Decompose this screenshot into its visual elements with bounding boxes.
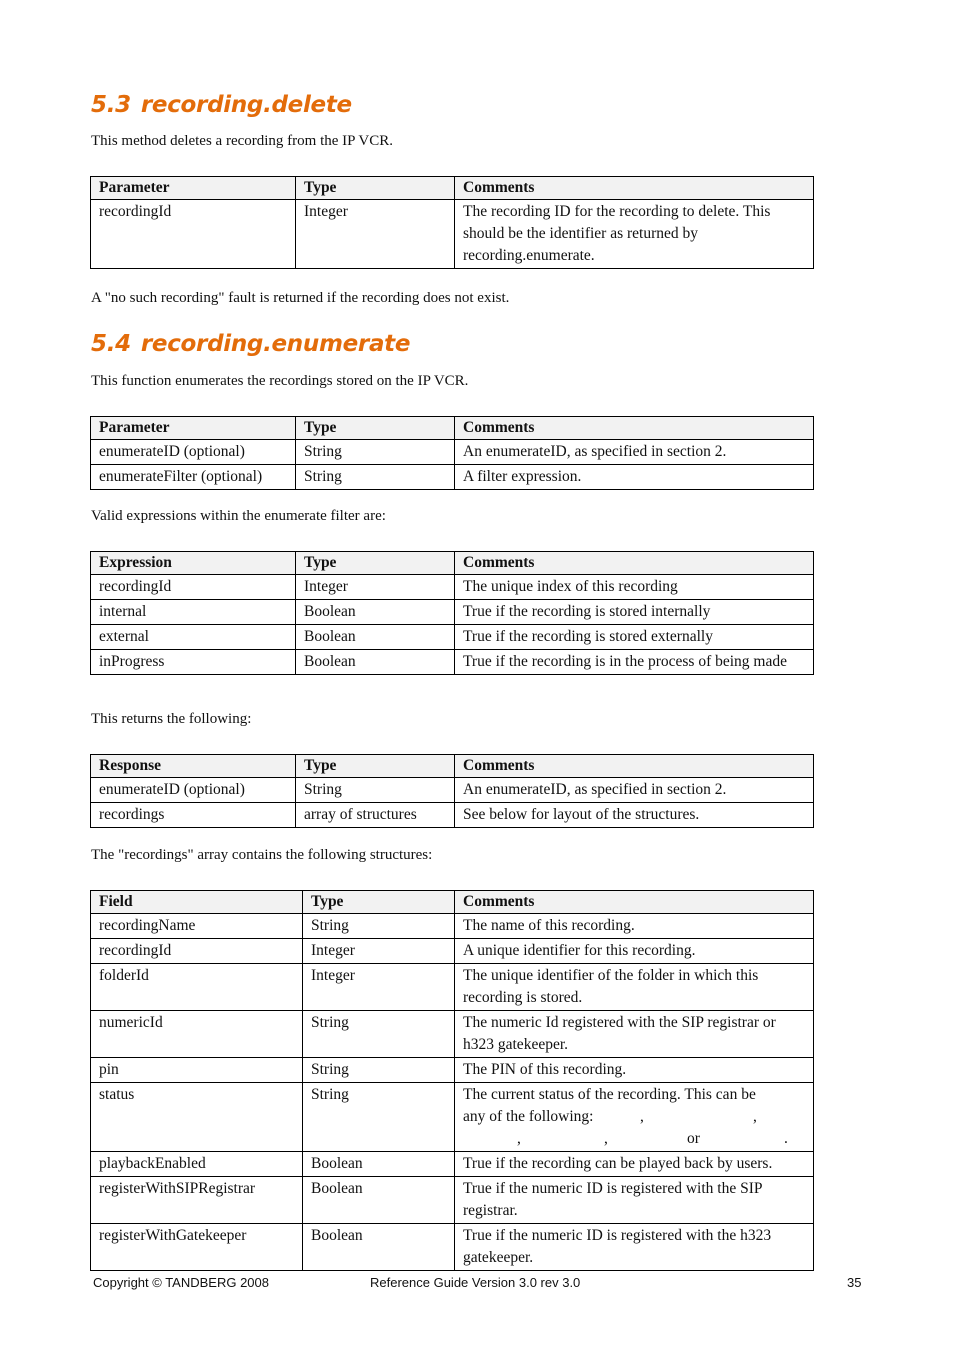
cell-type: Boolean — [303, 1177, 455, 1224]
table-row — [91, 625, 814, 650]
cell-comment-status — [455, 1083, 814, 1152]
section-number: 5.4 — [91, 331, 131, 357]
status-or: or — [687, 1130, 700, 1147]
cell-name: pin — [91, 1058, 303, 1083]
returns-intro: This returns the following: — [91, 711, 252, 727]
cell-type: array of structures — [296, 803, 455, 828]
cell-type: Boolean — [296, 625, 455, 650]
cell-type: Boolean — [303, 1152, 455, 1177]
cell-comment: True if the recording is stored externally — [455, 625, 814, 650]
cell-name: recordingName — [91, 914, 303, 939]
cell-comment: True if the numeric ID is registered with the SIP registrar. — [455, 1177, 814, 1224]
table-row — [91, 1177, 814, 1224]
table-header-row — [91, 177, 814, 200]
table-header-row — [91, 417, 814, 440]
status-separator: , — [640, 1108, 644, 1125]
cell-name: recordings — [91, 803, 296, 828]
cell-type: Boolean — [296, 600, 455, 625]
cell-comment: True if the numeric ID is registered with the h323 gatekeeper. — [455, 1224, 814, 1271]
table-header-row — [91, 891, 814, 914]
header-cell: Response — [91, 755, 296, 778]
table-row — [91, 440, 814, 465]
cell-comment: An enumerateID, as specified in section 2. — [455, 778, 814, 803]
header-cell: Parameter — [91, 417, 296, 440]
cell-comment: True if the recording is in the process of being made — [455, 650, 814, 675]
header-cell: Field — [91, 891, 303, 914]
cell-name: registerWithGatekeeper — [91, 1224, 303, 1271]
enumerate-intro: This function enumerates the recordings stored on the IP VCR. — [91, 373, 469, 389]
header-cell: Type — [296, 417, 455, 440]
section-title: recording.enumerate — [140, 331, 411, 357]
status-comment-lead: any of the following: — [463, 1108, 594, 1125]
cell-comment: The unique identifier of the folder in which this recording is stored. — [455, 964, 814, 1011]
header-cell: Comments — [455, 177, 814, 200]
table-row — [91, 1011, 814, 1058]
header-cell: Type — [296, 755, 455, 778]
status-comment-line2 — [463, 1106, 805, 1128]
header-cell: Type — [296, 177, 455, 200]
table-row — [91, 575, 814, 600]
table-row — [91, 778, 814, 803]
table-row — [91, 964, 814, 1011]
cell-comment: A unique identifier for this recording. — [455, 939, 814, 964]
structures-intro: The "recordings" array contains the following structures: — [91, 847, 433, 863]
cell-type: String — [296, 440, 455, 465]
response-table — [90, 754, 814, 828]
section-heading-5-4 — [91, 331, 410, 357]
cell-name: recordingId — [91, 939, 303, 964]
filter-intro: Valid expressions within the enumerate filter are: — [91, 508, 386, 524]
footer-page-number: 35 — [847, 1275, 862, 1290]
status-period: . — [784, 1130, 788, 1147]
cell-comment: See below for layout of the structures. — [455, 803, 814, 828]
cell-type: Boolean — [303, 1224, 455, 1271]
table-row — [91, 465, 814, 490]
cell-name: recordingId — [91, 575, 296, 600]
header-cell: Type — [303, 891, 455, 914]
delete-fault-note: A "no such recording" fault is returned if the recording does not exist. — [91, 290, 510, 306]
header-cell: Comments — [455, 552, 814, 575]
table-header-row — [91, 552, 814, 575]
status-separator: , — [517, 1130, 521, 1147]
table-row — [91, 650, 814, 675]
cell-comment: True if the recording is stored internally — [455, 600, 814, 625]
header-cell: Comments — [455, 755, 814, 778]
cell-name: status — [91, 1083, 303, 1152]
delete-params-table — [90, 176, 814, 269]
cell-type: Integer — [296, 575, 455, 600]
cell-type: Integer — [303, 939, 455, 964]
cell-comment: The name of this recording. — [455, 914, 814, 939]
section-number: 5.3 — [91, 92, 131, 118]
header-cell: Comments — [455, 417, 814, 440]
cell-name: inProgress — [91, 650, 296, 675]
cell-comment: True if the recording can be played back by users. — [455, 1152, 814, 1177]
table-row — [91, 1152, 814, 1177]
table-row — [91, 1083, 814, 1152]
cell-type: Boolean — [296, 650, 455, 675]
filter-expressions-table — [90, 551, 814, 675]
enumerate-params-table — [90, 416, 814, 490]
header-cell: Expression — [91, 552, 296, 575]
table-row — [91, 200, 814, 269]
table-row — [91, 914, 814, 939]
table-row — [91, 1058, 814, 1083]
cell-name: folderId — [91, 964, 303, 1011]
recording-structure-table — [90, 890, 814, 1271]
cell-comment: The recording ID for the recording to delete. This should be the identifier as returned by recording.enumerate. — [455, 200, 814, 269]
status-comment-line1: The current status of the recording. This can be — [463, 1086, 756, 1103]
header-cell: Type — [296, 552, 455, 575]
cell-name: enumerateFilter (optional) — [91, 465, 296, 490]
cell-type: String — [303, 1058, 455, 1083]
cell-comment: The numeric Id registered with the SIP registrar or h323 gatekeeper. — [455, 1011, 814, 1058]
cell-type: String — [303, 914, 455, 939]
table-row — [91, 600, 814, 625]
cell-name: internal — [91, 600, 296, 625]
cell-name: recordingId — [91, 200, 296, 269]
table-row — [91, 1224, 814, 1271]
cell-comment: A filter expression. — [455, 465, 814, 490]
cell-name: enumerateID (optional) — [91, 440, 296, 465]
header-cell: Comments — [455, 891, 814, 914]
cell-type: String — [296, 778, 455, 803]
section-title: recording.delete — [140, 92, 352, 118]
footer-guide-version: Reference Guide Version 3.0 rev 3.0 — [370, 1275, 581, 1290]
cell-type: Integer — [296, 200, 455, 269]
cell-type: Integer — [303, 964, 455, 1011]
cell-comment: An enumerateID, as specified in section 2. — [455, 440, 814, 465]
cell-type: String — [303, 1011, 455, 1058]
cell-comment: The unique index of this recording — [455, 575, 814, 600]
cell-name: numericId — [91, 1011, 303, 1058]
table-row — [91, 803, 814, 828]
status-separator: , — [604, 1130, 608, 1147]
table-row — [91, 939, 814, 964]
cell-comment: The PIN of this recording. — [455, 1058, 814, 1083]
status-comment-line3 — [463, 1128, 805, 1150]
section-heading-5-3 — [91, 92, 352, 118]
delete-intro: This method deletes a recording from the IP VCR. — [91, 133, 394, 149]
cell-name: external — [91, 625, 296, 650]
cell-type: String — [303, 1083, 455, 1152]
footer-copyright: Copyright © TANDBERG 2008 — [93, 1275, 270, 1290]
cell-name: registerWithSIPRegistrar — [91, 1177, 303, 1224]
cell-type: String — [296, 465, 455, 490]
cell-name: playbackEnabled — [91, 1152, 303, 1177]
table-header-row — [91, 755, 814, 778]
cell-name: enumerateID (optional) — [91, 778, 296, 803]
header-cell: Parameter — [91, 177, 296, 200]
status-separator: , — [753, 1108, 757, 1125]
